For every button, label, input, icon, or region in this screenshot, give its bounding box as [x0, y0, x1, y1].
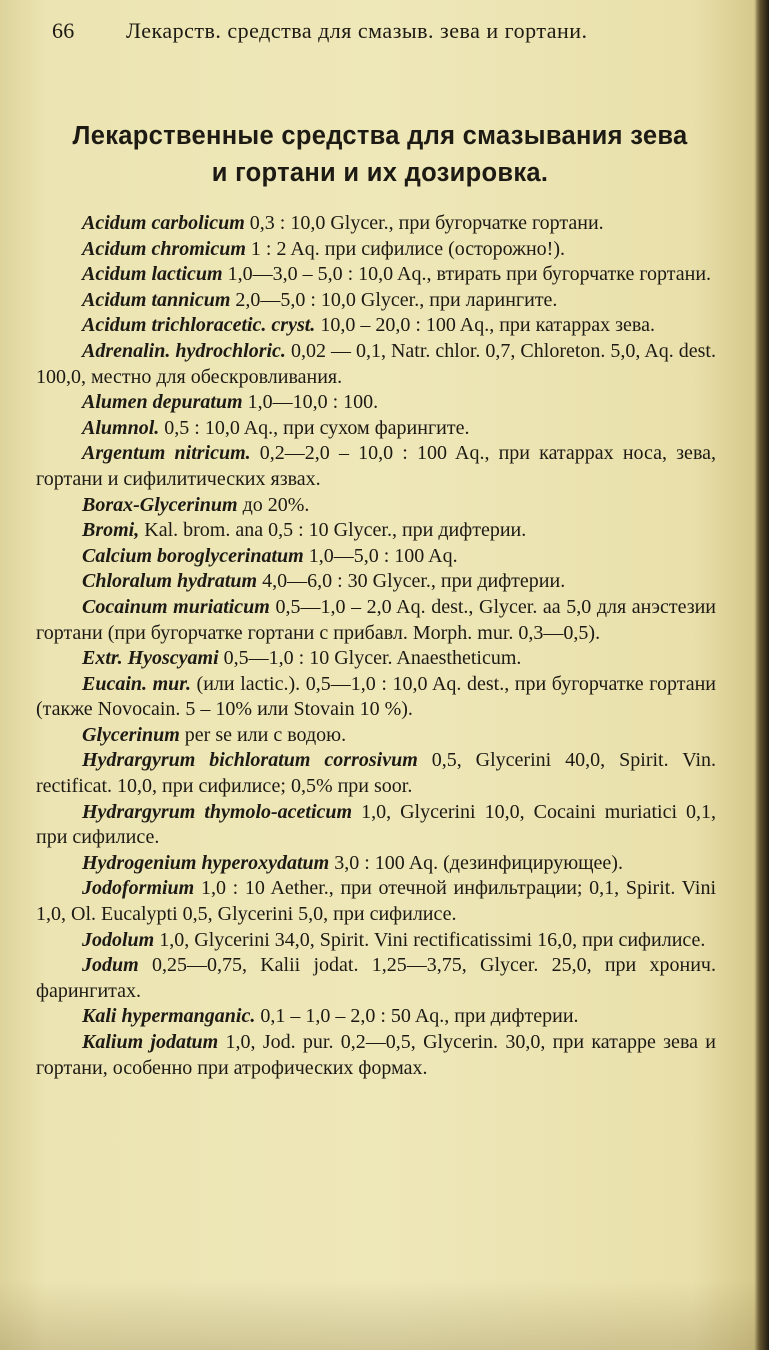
book-spine-shadow	[755, 0, 769, 1350]
drug-entry	[36, 313, 716, 339]
drug-entry	[36, 493, 716, 519]
drug-dosage: 1,0, Jod. pur. 0,2—0,5, Glycerin. 30,0, при катарре зева и гортани, особенно при атрофических формах.	[36, 1031, 716, 1079]
page-bottom-shade	[0, 1280, 769, 1350]
drug-entry	[36, 544, 716, 570]
drug-entry	[36, 646, 716, 672]
drug-dosage: per se или с водою.	[179, 723, 347, 746]
drug-entry	[36, 595, 716, 646]
drug-dosage: 0,5—1,0 : 10 Glycer. Anaestheticum.	[218, 647, 522, 670]
drug-dosage: до 20%.	[237, 493, 310, 516]
drug-entry	[36, 1030, 716, 1081]
drug-name: Argentum nitricum.	[82, 442, 251, 465]
drug-dosage: 1,0 : 10 Aether., при отечной инфильтрации; 0,1, Spirit. Vini 1,0, Ol. Eucalypti 0,5, Glycerini 5,0, при сифилисе.	[36, 877, 716, 926]
drug-dosage: 0,2—2,0 – 10,0 : 100 Aq., при катаррах носа, зева, гортани и сифилитических язвах.	[36, 442, 716, 490]
drug-list	[36, 211, 716, 1081]
drug-dosage: Kal. brom. ana 0,5 : 10 Glycer., при дифтерии.	[139, 519, 527, 542]
drug-dosage: 1,0—10,0 : 100.	[242, 391, 379, 414]
drug-dosage: 10,0 – 20,0 : 100 Aq., при катаррах зева.	[315, 314, 655, 337]
drug-name: Alumen depuratum	[82, 391, 243, 414]
drug-entry	[36, 851, 716, 877]
drug-entry	[36, 1004, 716, 1030]
drug-name: Bromi,	[82, 519, 140, 542]
drug-dosage: 1 : 2 Aq. при сифилисе (осторожно!).	[245, 237, 565, 260]
drug-dosage: 2,0—5,0 : 10,0 Glycer., при ларингите.	[230, 288, 558, 311]
drug-entry	[36, 211, 716, 237]
drug-name: Jodolum	[82, 928, 155, 951]
drug-name: Kalium jodatum	[82, 1031, 219, 1053]
drug-entry	[36, 262, 716, 288]
drug-dosage: 3,0 : 100 Aq. (дезинфицирующее).	[329, 851, 623, 874]
drug-dosage: 1,0—5,0 : 100 Aq.	[303, 544, 458, 567]
drug-entry	[36, 416, 716, 442]
drug-name: Acidum trichloracetic. cryst.	[82, 314, 316, 337]
drug-name: Acidum chromicum	[82, 237, 246, 260]
chapter-title	[40, 118, 720, 192]
drug-entry	[36, 339, 716, 390]
drug-dosage: 4,0—6,0 : 30 Glycer., при дифтерии.	[257, 570, 566, 593]
drug-dosage: 0,1 – 1,0 – 2,0 : 50 Aq., при дифтерии.	[255, 1005, 579, 1028]
drug-entry	[36, 569, 716, 595]
drug-entry	[36, 518, 716, 544]
drug-dosage: 1,0—3,0 – 5,0 : 10,0 Aq., втирать при бугорчатке гортани.	[222, 263, 712, 286]
drug-name: Glycerinum	[82, 723, 180, 746]
drug-name: Extr. Hyoscyami	[82, 647, 219, 670]
drug-name: Calcium boroglycerinatum	[82, 544, 304, 567]
drug-entry	[36, 748, 716, 799]
drug-name: Hydrargyrum bichloratum corrosivum	[82, 749, 418, 772]
drug-entry	[36, 288, 716, 314]
drug-entry	[36, 441, 716, 492]
drug-name: Acidum lacticum	[82, 263, 223, 286]
drug-name: Alumnol.	[82, 416, 160, 439]
drug-name: Hydrogenium hyperoxydatum	[82, 851, 330, 874]
running-head	[52, 18, 672, 48]
drug-dosage: 0,5, Glycerini 40,0, Spirit. Vin. rectificat. 10,0, при сифилисе; 0,5% при soor.	[36, 749, 717, 798]
drug-name: Acidum carbolicum	[82, 212, 245, 234]
drug-dosage: 1,0, Glycerini 10,0, Cocaini muriatici 0,1, при сифилисе.	[36, 800, 716, 849]
drug-dosage: 0,02 — 0,1, Natr. chlor. 0,7, Chloreton. 5,0, Aq. dest. 100,0, местно для обескровливания.	[36, 339, 716, 388]
drug-entry	[36, 928, 716, 954]
drug-dosage: 0,25—0,75, Kalii jodat. 1,25—3,75, Glycer. 25,0, при хронич. фарингитах.	[36, 954, 716, 1002]
drug-name: Jodum	[82, 954, 139, 977]
drug-name: Chloralum hydratum	[82, 570, 258, 593]
drug-name: Borax-Glycerinum	[82, 493, 238, 516]
drug-dosage: 0,5—1,0 – 2,0 Aq. dest., Glycer. aa 5,0 для анэстезии гортани (при бугорчатке гортани с прибавл. Morph. mur. 0,3—0,5).	[36, 595, 717, 644]
drug-entry	[36, 237, 716, 263]
drug-dosage: 0,5 : 10,0 Aq., при сухом фарингите.	[159, 416, 470, 439]
drug-entry	[36, 800, 716, 851]
drug-dosage: 0,3 : 10,0 Glycer., при бугорчатке гортани.	[244, 212, 604, 234]
drug-name: Kali hypermanganic.	[82, 1005, 256, 1028]
drug-dosage: (или lactic.). 0,5—1,0 : 10,0 Aq. dest., при бугорчатке гортани (также Novocain. 5 – 10% или Stovain 10 %).	[36, 672, 716, 721]
drug-name: Adrenalin. hydrochloric.	[82, 339, 286, 362]
drug-name: Cocainum muriaticum	[82, 595, 270, 618]
drug-entry	[36, 876, 716, 927]
drug-entry	[36, 723, 716, 749]
drug-dosage: 1,0, Glycerini 34,0, Spirit. Vini rectificatissimi 16,0, при сифилисе.	[154, 928, 706, 951]
drug-name: Eucain. mur.	[82, 672, 191, 695]
chapter-title-line-2: и гортани и их дозировка.	[211, 159, 549, 187]
chapter-title-line-1: Лекарственные средства для смазывания зева	[72, 122, 688, 150]
running-title: Лекарств. средства для смазыв. зева и гортани.	[126, 18, 588, 43]
page-number: 66	[52, 18, 75, 43]
drug-name: Jodoformium	[82, 877, 195, 900]
drug-name: Hydrargyrum thymolo-aceticum	[82, 800, 353, 823]
drug-name: Acidum tannicum	[82, 288, 231, 311]
drug-entry	[36, 953, 716, 1004]
drug-entry	[36, 672, 716, 723]
drug-entry	[36, 390, 716, 416]
